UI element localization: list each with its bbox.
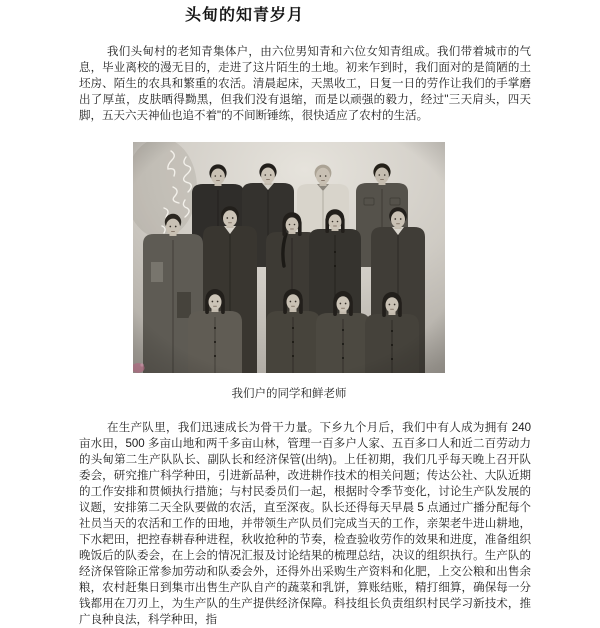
group-photo-image [133,142,445,373]
paragraph-intro: 我们头甸村的老知青集体户，由六位男知青和六位女知青组成。我们带着城市的气息，毕业离校的漫无目的，走进了这片陌生的土地。初来乍到时，我们面对的是简陋的土坯房、陌生的农具和繁重的农活。清晨起床，天黑收工，日复一日的劳作让我们的手掌磨出了厚茧，皮肤晒得黝黑，但我们没有退缩，而是以顽强的毅力，经过"三天肩头，四天脚，五天六天神仙也追不着"的不间断锤练，很快适应了农村的生活。 [79,46,531,122]
page-title: 头甸的知青岁月 [185,7,305,24]
paragraph-production-team: 在生产队里，我们迅速成长为骨干力量。下乡九个月后，我们中有人成为拥有 240 亩水田，500 多亩山地和两千多亩山林，管理一百多户人家、五百多口人和近二百劳动力的头甸第二生产队队长、副队长和经济保管(出纳)。上任初期，我们几乎每天晚上召开队委会，研究推广科学种田，引进新品种，改进耕作技术的相关问题；传达公社、大队近期的工作安排和贯倾执行措施；与村民委员们一起，根据时令季节变化，讨论生产队发展的议题，安排第二天全队要做的农活，直至深夜。队长还得每天早晨 5 点通过广播分配每个社员当天的农活和工作的田地，并带领生产队员们完成当天的工作，亲架老牛进山耕地，下水耙田，把控春耕春种进程，秋收抢种的节奏，检查验收劳作的效果和进度，准备组织晚饭后的队委会，在上会的情况汇报及讨论结果的梳理总结，决议的组织执行。生产队的经济保管除正常参加劳动和队委会外，还得外出采购生产资料和化肥，上交公粮和出售余粮，农村赶集日到集市出售生产队自产的蔬菜和乳饼，算账结账，精打细算，确保每一分钱都用在刀刃上，为生产队的生产提供经济保障。科技组长负责组织村民学习新技术，推广良种良法，科学种田，指 [79,422,531,626]
group-photo[interactable] [133,142,445,373]
photo-caption: 我们户的同学和鲜老师 [231,388,347,400]
